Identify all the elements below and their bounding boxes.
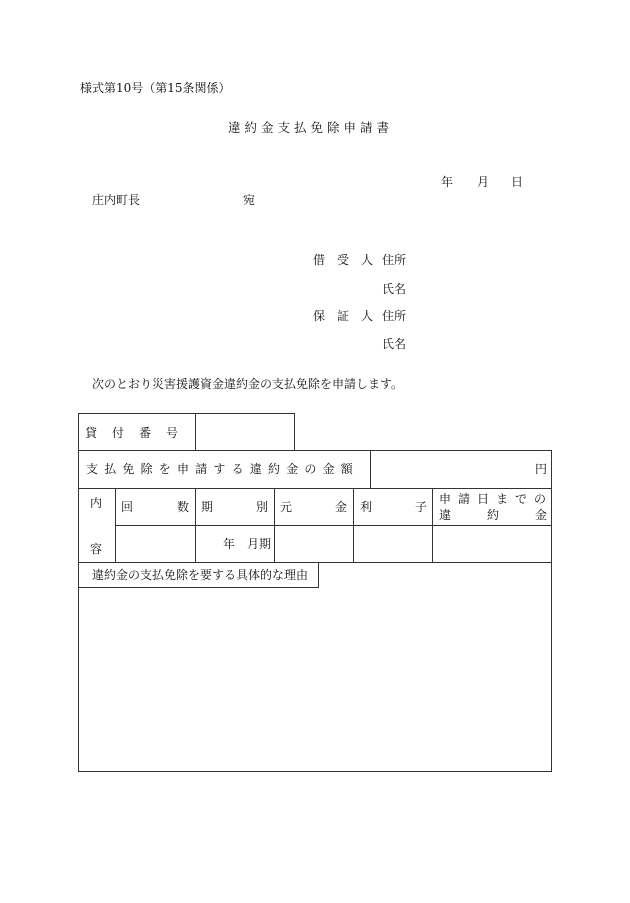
col-divider-1 xyxy=(195,488,196,562)
reason-label: 違約金の支払免除を要する具体的な理由 xyxy=(92,568,309,582)
borrower-address-label: 住所 xyxy=(382,253,407,267)
header-interest xyxy=(360,501,427,513)
interest-field[interactable] xyxy=(354,526,432,562)
date-year: 年 xyxy=(441,175,454,189)
header-period-2: 別 xyxy=(255,500,268,514)
content-label-top: 内 xyxy=(90,496,103,510)
loan-number-label-text: 貸付番号 xyxy=(85,426,194,440)
intro-text: 次のとおり災害援護資金違約金の支払免除を申請します。 xyxy=(92,377,404,391)
count-field[interactable] xyxy=(116,526,195,562)
date-day: 日 xyxy=(511,175,524,189)
period-value: 年 月期 xyxy=(223,537,272,551)
amount-row-bottom xyxy=(78,488,552,489)
date-month: 月 xyxy=(477,175,490,189)
addressee-suffix: 宛 xyxy=(243,193,256,207)
principal-field[interactable] xyxy=(275,526,353,562)
header-interest-2: 子 xyxy=(414,500,427,514)
header-count xyxy=(121,501,189,513)
amount-field[interactable] xyxy=(371,451,536,487)
header-count-2: 数 xyxy=(176,500,189,514)
addressee-name: 庄内町長 xyxy=(92,193,141,207)
header-penalty-line2 xyxy=(439,509,547,521)
header-principal-2: 金 xyxy=(334,500,347,514)
guarantor-name-label: 氏名 xyxy=(382,337,407,351)
header-penalty-2a: 違 xyxy=(439,508,452,522)
content-label-bottom: 容 xyxy=(90,542,103,556)
amount-label: 支払免除を申請する違約金の金額 xyxy=(86,462,360,476)
header-period-1: 期 xyxy=(201,500,214,514)
page-title: 違約金支払免除申請書 xyxy=(228,120,394,135)
loan-number-label xyxy=(85,426,194,440)
borrower-name-label: 氏名 xyxy=(382,282,407,296)
guarantor-address-label: 住所 xyxy=(382,309,407,323)
reason-field[interactable] xyxy=(79,589,551,771)
form-label: 様式第10号（第15条関係） xyxy=(80,81,231,95)
guarantor-role: 保証人 xyxy=(313,309,386,323)
header-count-1: 回 xyxy=(121,500,134,514)
loan-number-field[interactable] xyxy=(196,414,294,450)
header-principal-1: 元 xyxy=(280,500,293,514)
header-penalty-2b: 約 xyxy=(486,508,499,522)
header-penalty-2c: 金 xyxy=(534,508,547,522)
header-principal xyxy=(280,501,347,513)
yen-unit: 円 xyxy=(535,462,548,476)
borrower-role: 借受人 xyxy=(313,253,386,267)
header-period xyxy=(201,501,268,513)
header-interest-1: 利 xyxy=(360,500,373,514)
penalty-field[interactable] xyxy=(433,526,551,562)
header-penalty-line1: 申請日までの xyxy=(439,492,554,506)
